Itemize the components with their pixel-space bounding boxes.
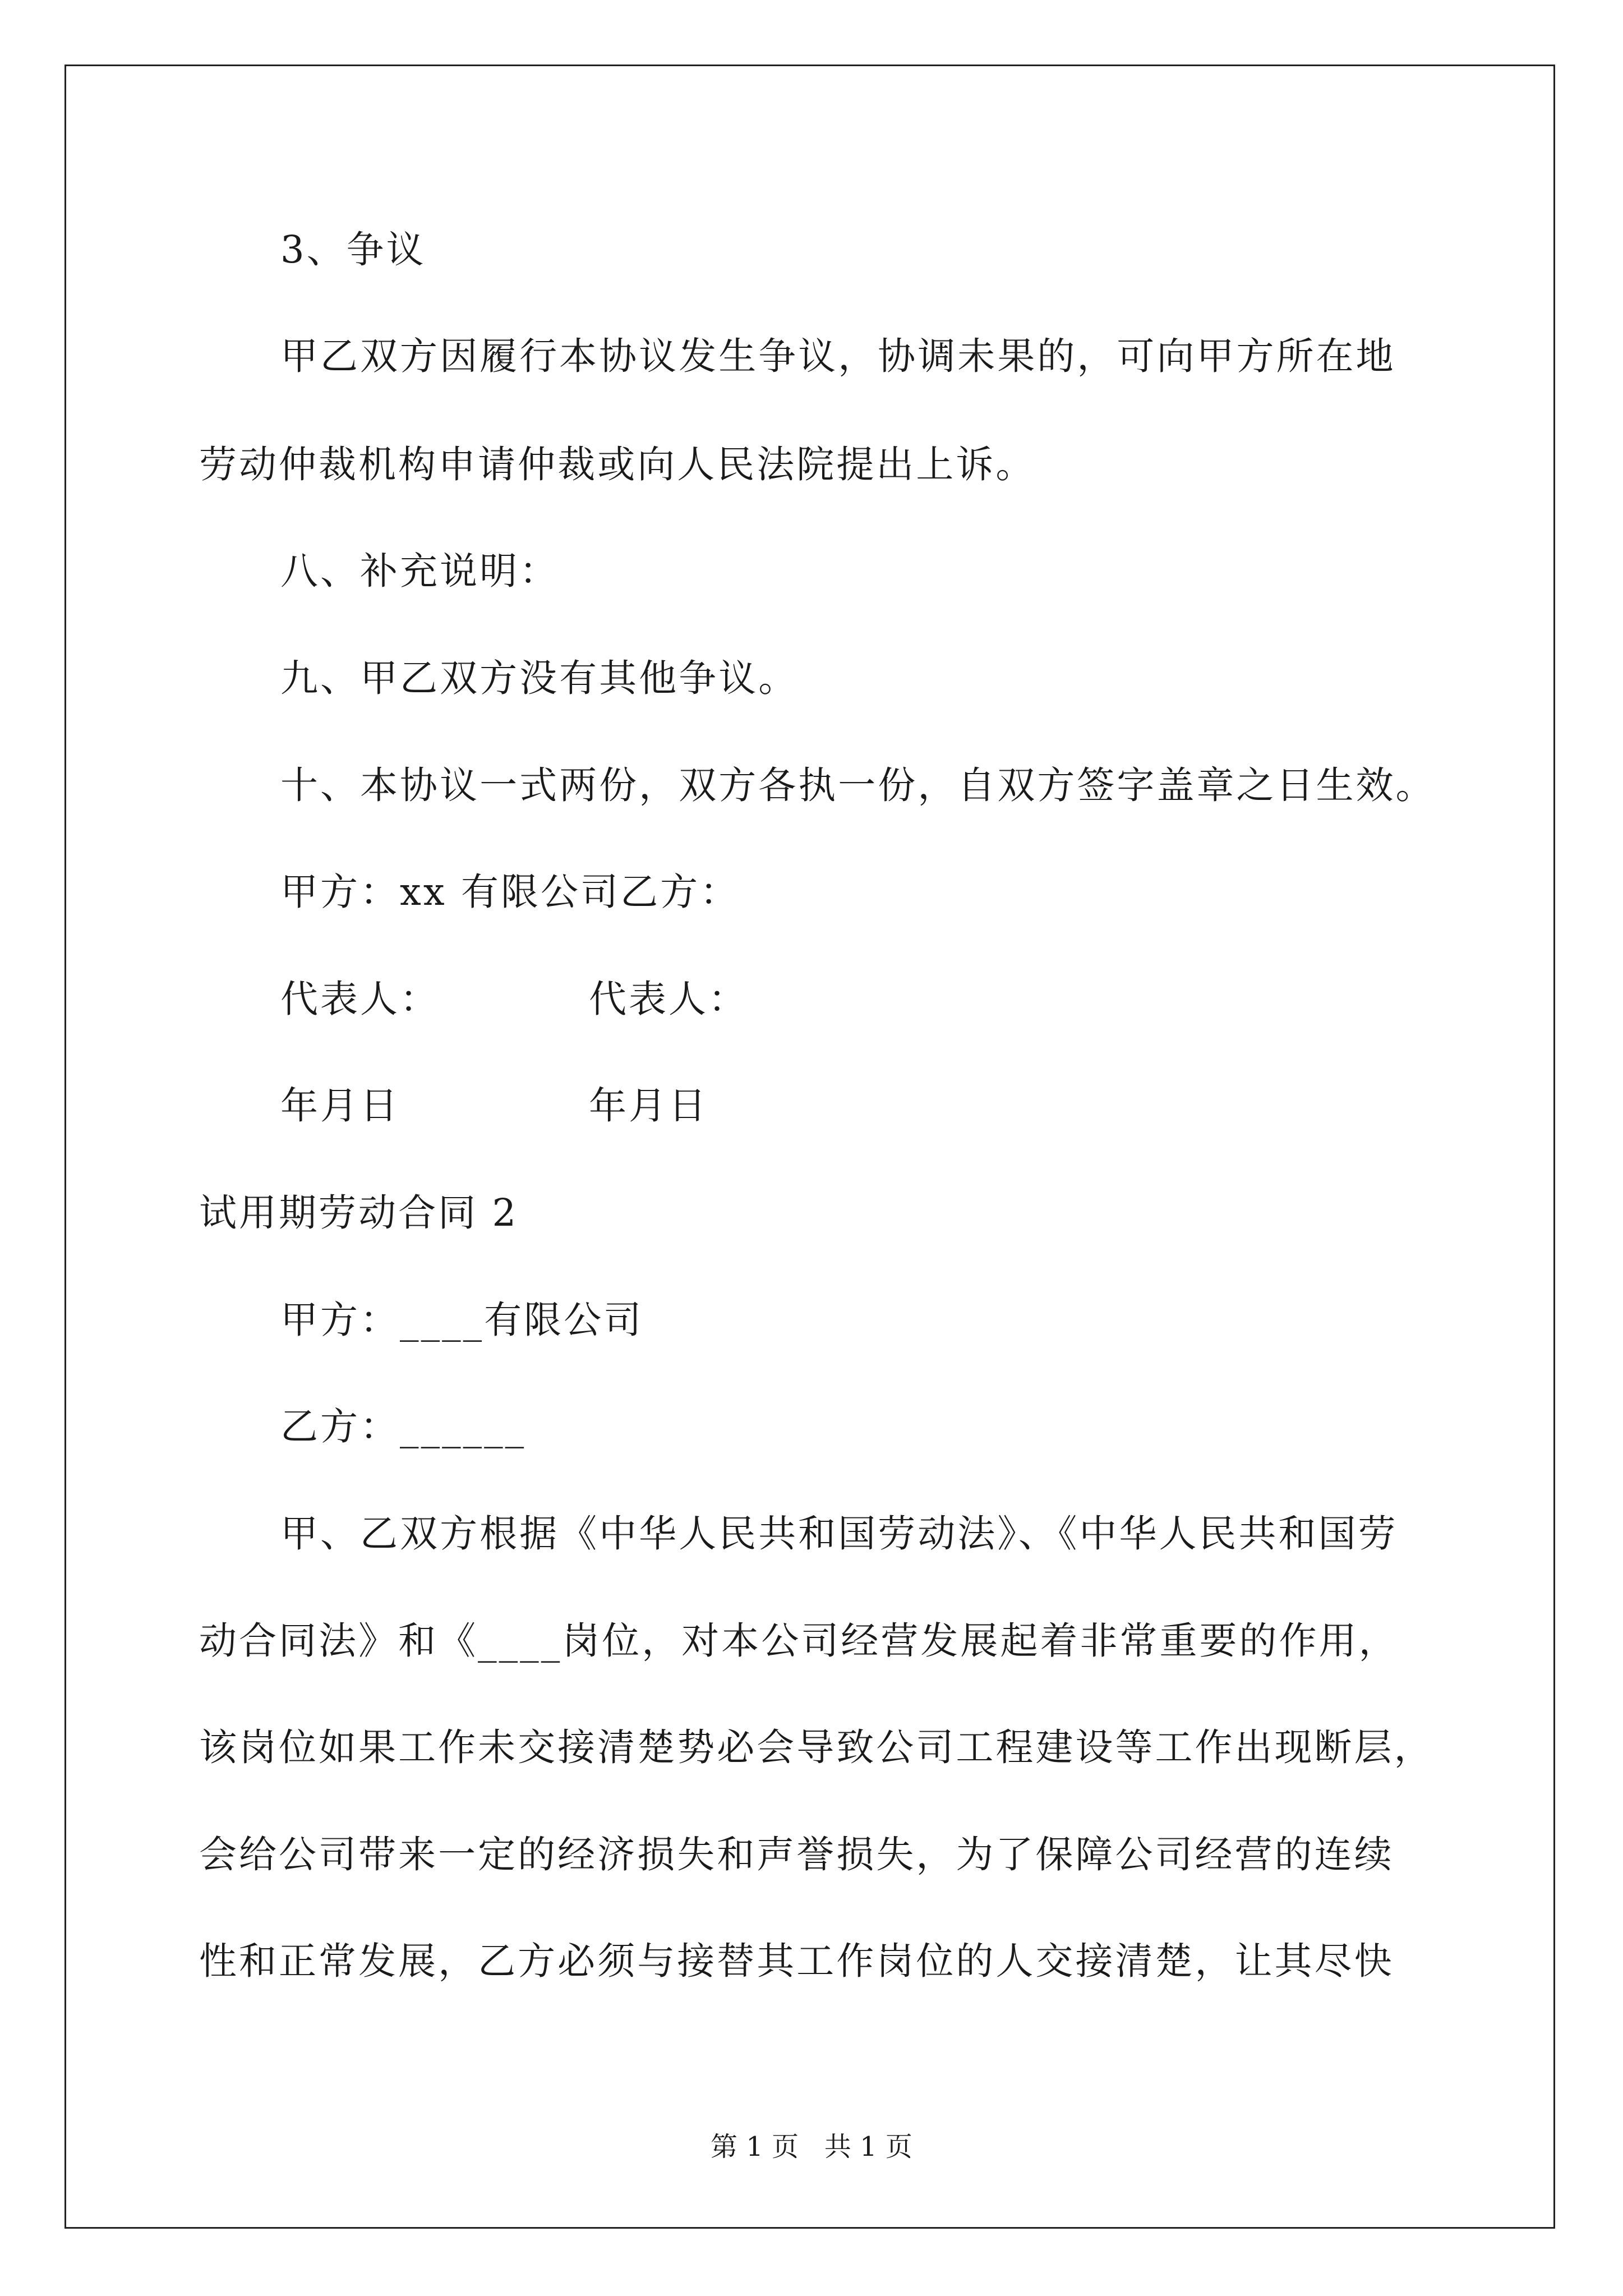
clause-copies: 十、本协议一式两份，双方各执一份，自双方签字盖章之日生效。 [280,763,1436,807]
paragraph-line: 该岗位如果工作未交接清楚势必会导致公司工程建设等工作出现断层， [199,1726,1434,1769]
paragraph-line: 劳动仲裁机构申请仲裁或向人民法院提出上诉。 [199,443,1036,486]
paragraph-line: 甲、乙双方根据《中华人民共和国劳动法》、《中华人民共和国劳 [280,1512,1398,1556]
paragraph-line: 甲乙双方因履行本协议发生争议，协调未果的，可向甲方所在地 [280,334,1396,378]
page-footer: 第 1 页 共 1 页 [711,2131,912,2162]
section-title: 试用期劳动合同 2 [199,1191,519,1235]
page-border [64,65,1555,2229]
party-a-line: 甲方：____有限公司 [280,1298,644,1342]
signature-rep-left: 代表人： [280,977,440,1021]
clause-no-dispute: 九、甲乙双方没有其他争议。 [280,656,799,700]
paragraph-line: 性和正常发展，乙方必须与接替其工作岗位的人交接清楚，让其尽快 [199,1939,1394,1983]
clause-heading-dispute: 3、争议 [280,228,426,272]
paragraph-line: 会给公司带来一定的经济损失和声誉损失，为了保障公司经营的连续 [199,1833,1394,1876]
clause-heading-supplement: 八、补充说明： [280,549,560,593]
signature-date-left: 年月日 [280,1084,400,1128]
signature-date-right: 年月日 [589,1084,709,1128]
paragraph-line: 动合同法》和《____岗位，对本公司经营发展起着非常重要的作用， [199,1619,1399,1663]
party-names-line: 甲方：xx 有限公司乙方： [280,870,740,914]
signature-rep-right: 代表人： [589,977,749,1021]
party-b-line: 乙方：______ [280,1405,527,1448]
